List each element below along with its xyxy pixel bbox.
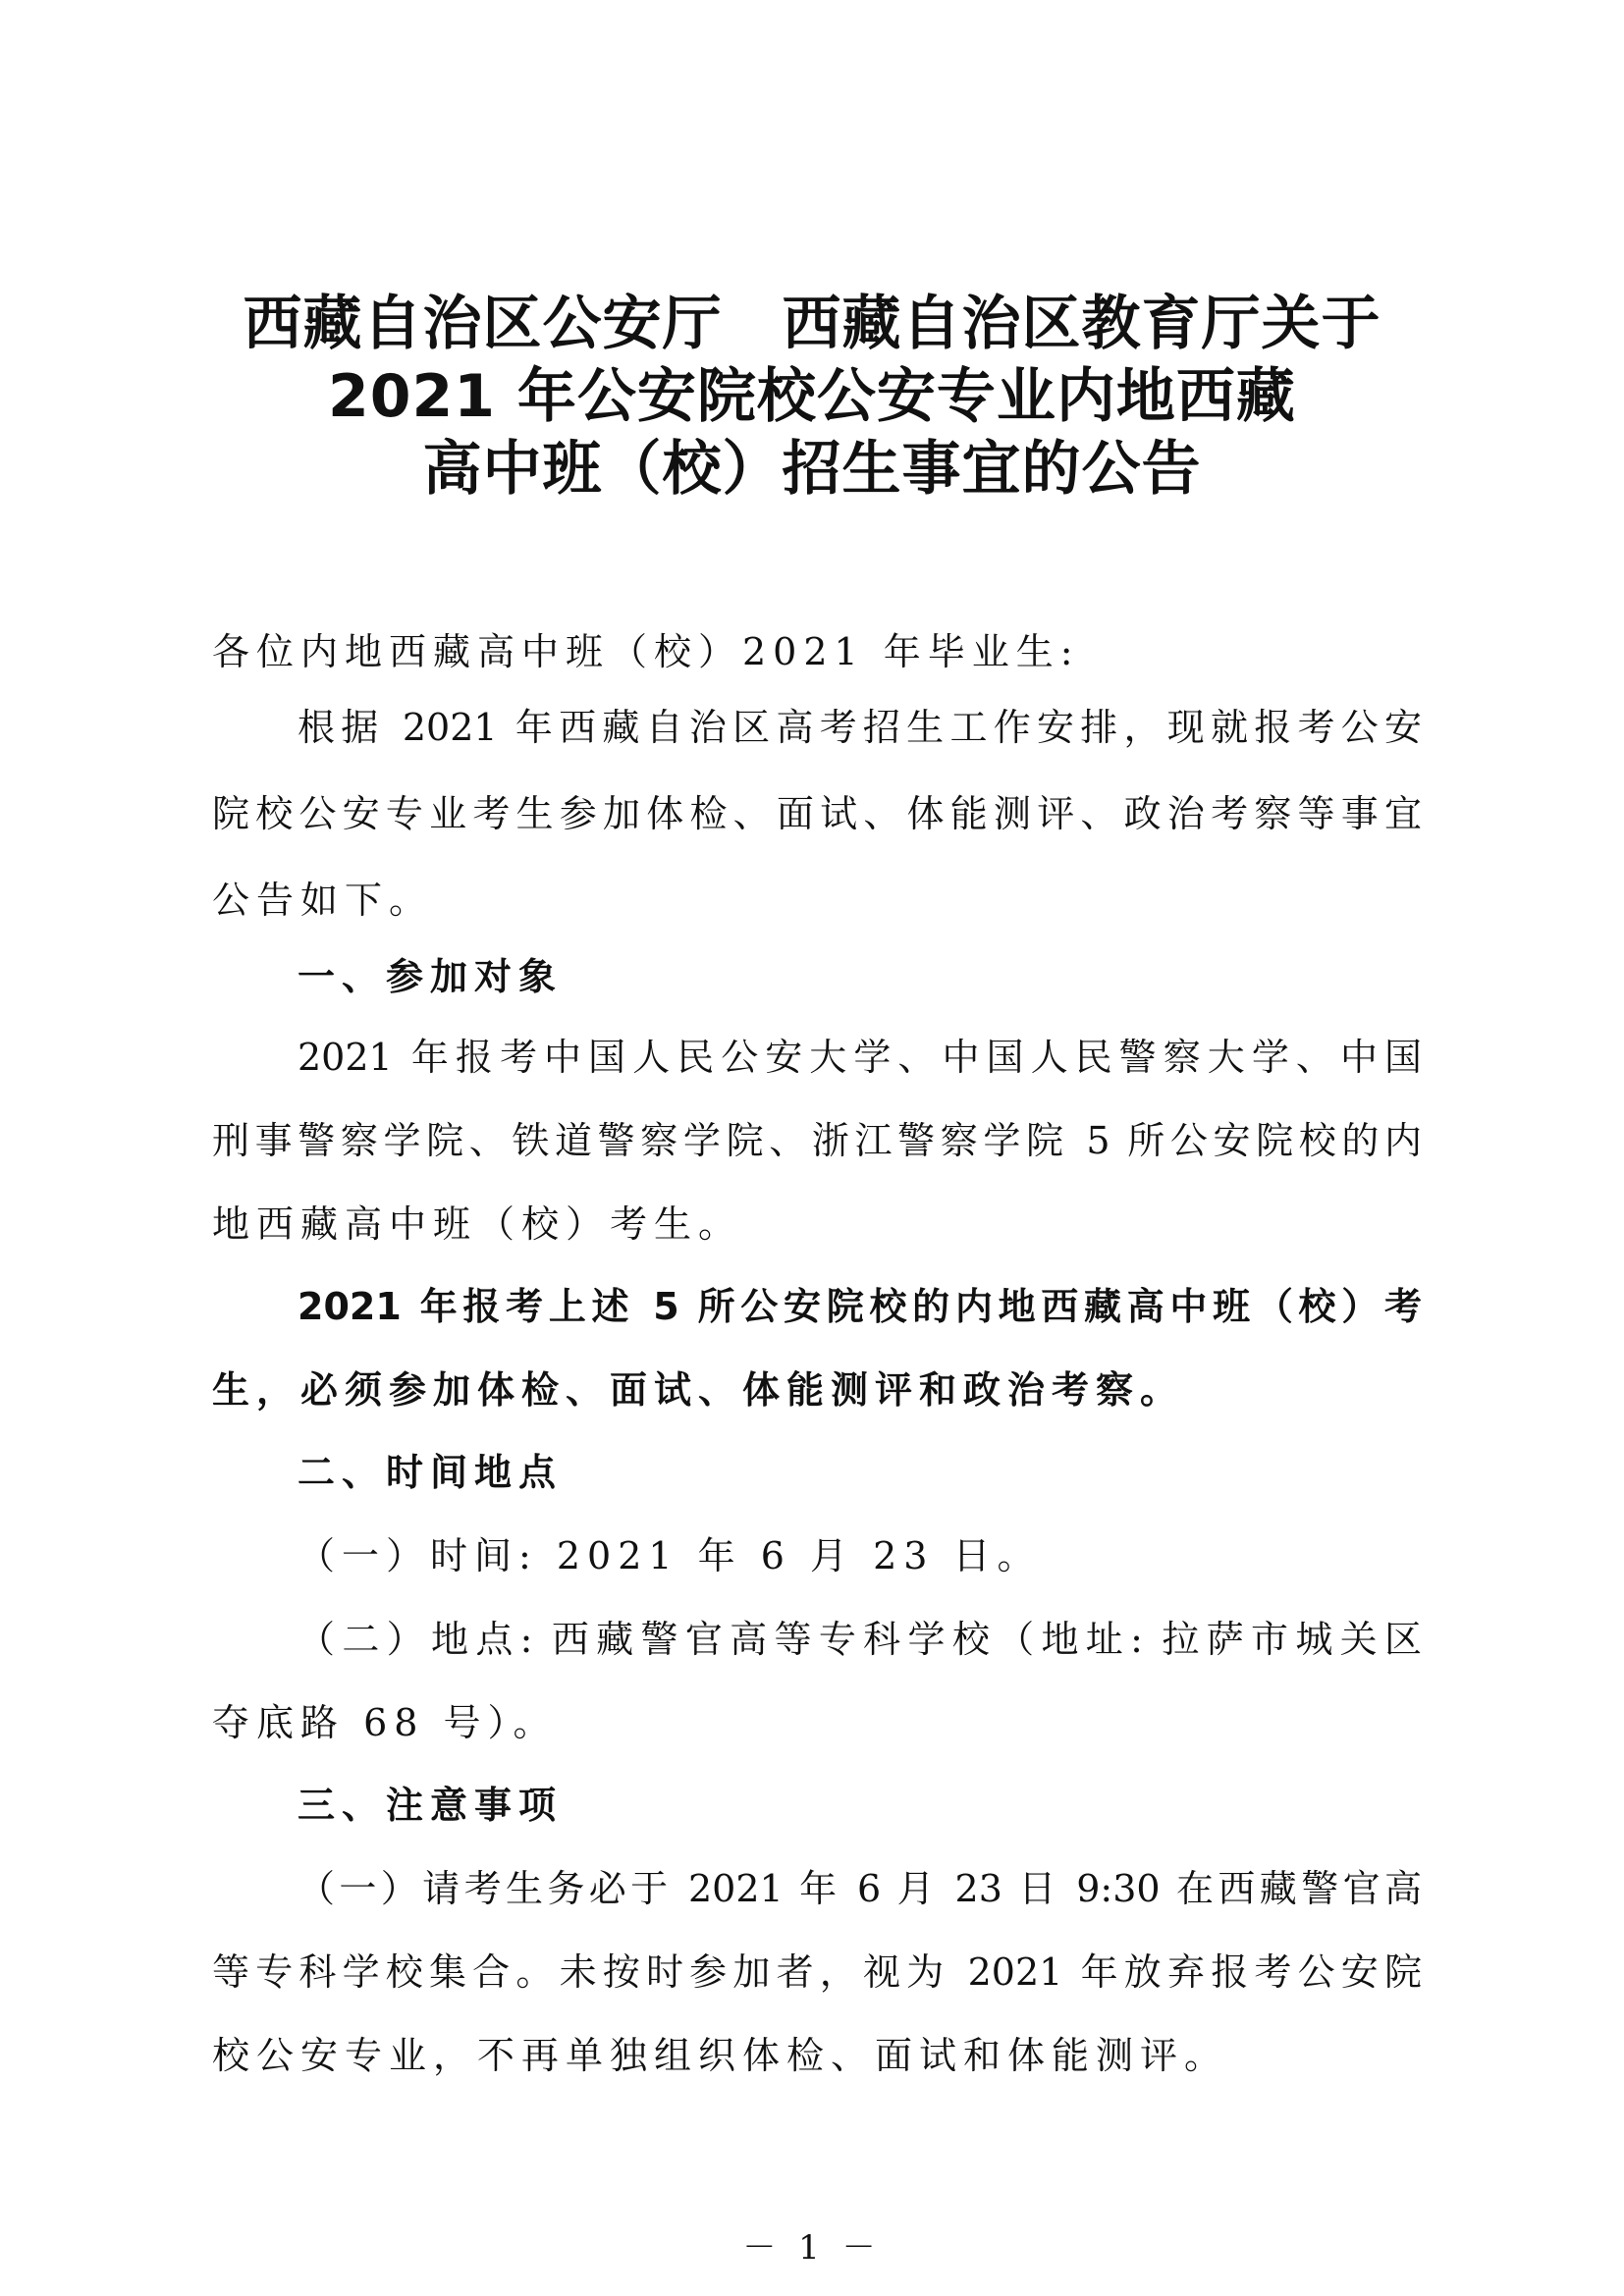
section-2-heading: 二、时间地点: [298, 1451, 564, 1494]
intro-line-1: 根据 2021 年西藏自治区高考招生工作安排，现就报考公安: [298, 706, 1422, 749]
section-1-p2-line-2: 生，必须参加体检、面试、体能测评和政治考察。: [212, 1368, 1185, 1412]
section-1-p2-line-1: 2021 年报考上述 5 所公安院校的内地西藏高中班（校）考: [298, 1285, 1422, 1328]
section-3-p1-line-3: 校公安专业，不再单独组织体检、面试和体能测评。: [212, 2034, 1229, 2077]
section-1-p1-line-3: 地西藏高中班（校）考生。: [212, 1202, 743, 1246]
title-line-3: 高中班（校）招生事宜的公告: [422, 435, 1202, 504]
section-2-time: （一）时间: 2021 年 6 月 23 日。: [298, 1534, 1042, 1577]
salutation: 各位内地西藏高中班（校）2021 年毕业生:: [212, 630, 1080, 673]
intro-line-3: 公告如下。: [212, 879, 434, 922]
section-2-place-line-2: 夺底路 68 号）。: [212, 1701, 558, 1744]
page-number: － 1 －: [742, 2228, 882, 2268]
title-line-1: 西藏自治区公安厅 西藏自治区教育厅关于: [243, 290, 1381, 358]
section-1-p1-line-1: 2021 年报考中国人民公安大学、中国人民警察大学、中国: [298, 1036, 1422, 1079]
section-1-p1-line-2: 刑事警察学院、铁道警察学院、浙江警察学院 5 所公安院校的内: [212, 1119, 1422, 1162]
section-1-heading: 一、参加对象: [298, 955, 564, 998]
section-3-p1-line-2: 等专科学校集合。未按时参加者，视为 2021 年放弃报考公安院: [212, 1950, 1422, 1994]
intro-line-2: 院校公安专业考生参加体检、面试、体能测评、政治考察等事宜: [212, 792, 1422, 835]
section-3-heading: 三、注意事项: [298, 1784, 564, 1827]
section-2-place-line-1: （二）地点: 西藏警官高等专科学校（地址: 拉萨市城关区: [298, 1618, 1422, 1661]
title-line-2: 2021 年公安院校公安专业内地西藏: [328, 362, 1296, 431]
section-3-p1-line-1: （一）请考生务必于 2021 年 6 月 23 日 9:30 在西藏警官高: [298, 1867, 1422, 1910]
